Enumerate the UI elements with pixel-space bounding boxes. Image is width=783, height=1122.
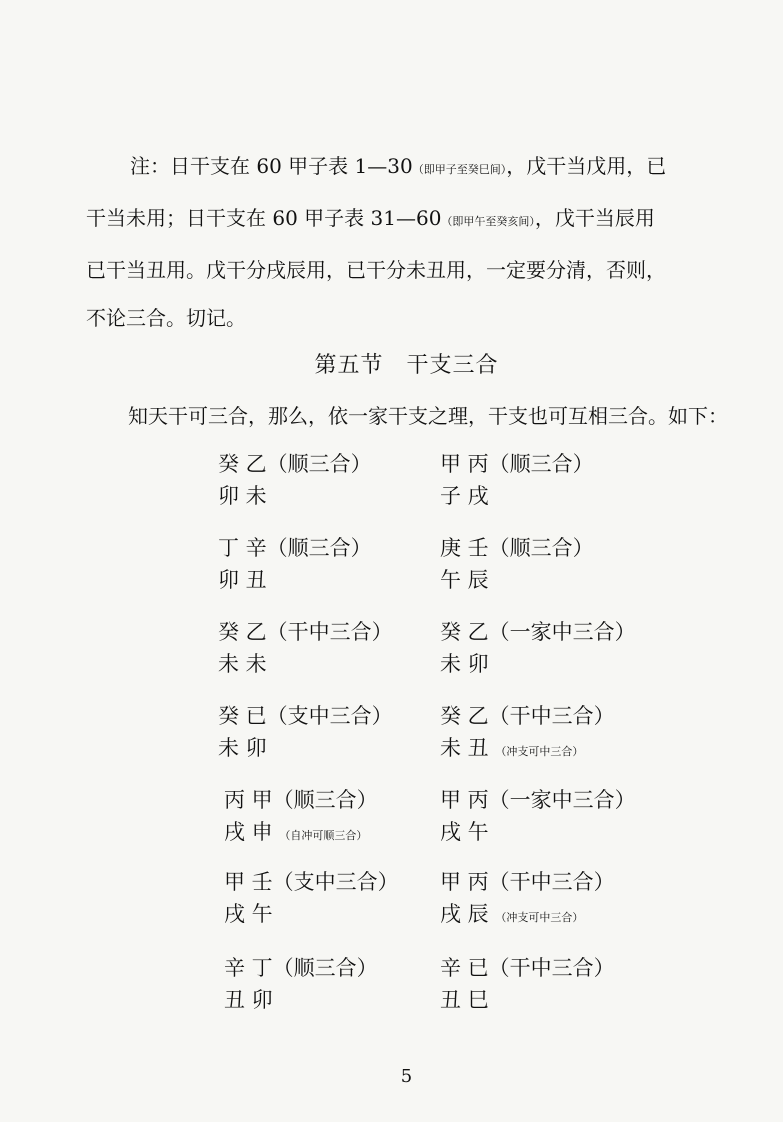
pair-1: 癸 乙（顺三合） 卯 未 <box>218 452 372 508</box>
pair-13: 辛 丁（顺三合） 丑 卯 <box>224 956 378 1012</box>
note-small-2: （即甲午至癸亥间） <box>441 215 535 228</box>
pair-10: 甲 丙（一家中三合） 戌 午 <box>440 788 636 844</box>
pair-4: 庚 壬（顺三合） 午 辰 <box>440 536 594 592</box>
pair-8: 癸 乙（干中三合） 未 丑 （冲支可中三合） <box>440 704 615 760</box>
pair-14: 辛 已（干中三合） 丑 巳 <box>440 956 615 1012</box>
note-line-4: 不论三合。切记。 <box>86 306 246 330</box>
note-paragraph <box>86 142 726 342</box>
pair-12: 甲 丙（干中三合） 戌 辰 （冲支可中三合） <box>440 870 615 926</box>
pair-3: 丁 辛（顺三合） 卯 丑 <box>218 536 372 592</box>
pair-9: 丙 甲（顺三合） 戌 申 （自冲可顺三合） <box>224 788 378 844</box>
pair-11: 甲 壬（支中三合） 戌 午 <box>224 870 399 926</box>
note-small-1: （即甲子至癸巳间） <box>412 163 507 176</box>
section-title: 第五节 干支三合 <box>314 353 499 378</box>
pair-7: 癸 已（支中三合） 未 卯 <box>218 704 393 760</box>
pair-2: 甲 丙（顺三合） 子 戌 <box>440 452 594 508</box>
note-line-3: 已干当丑用。戊干分戌辰用，已干分未丑用，一定要分清，否则， <box>86 258 666 282</box>
pair-6: 癸 乙（一家中三合） 未 卯 <box>440 620 636 676</box>
note-line-2: 干当未用；日干支在 60 甲子表 31—60（即甲午至癸亥间），戊干当辰用 <box>86 206 655 230</box>
pair-5: 癸 乙（干中三合） 未 未 <box>218 620 393 676</box>
intro-text: 知天干可三合，那么，依一家干支之理，干支也可互相三合。如下： <box>128 404 728 428</box>
note-line-1: 注：日干支在 60 甲子表 1—30（即甲子至癸巳间），戊干当戊用，已 <box>130 154 667 178</box>
page-number: 5 <box>400 1066 413 1087</box>
